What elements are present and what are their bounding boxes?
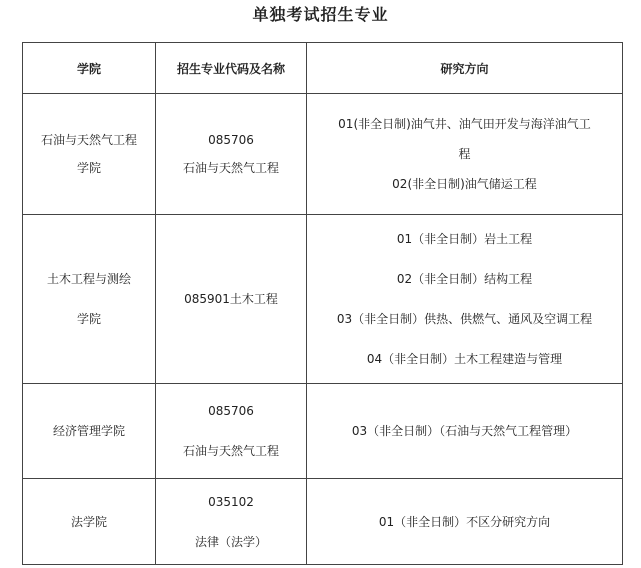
college-cell (23, 479, 156, 565)
direction-item: 02(非全日制)油气储运工程 (392, 177, 537, 191)
header-direction: 研究方向 (307, 43, 623, 94)
code-name-cell (156, 94, 307, 215)
college-cell (23, 215, 156, 384)
direction-cell (307, 384, 623, 479)
major-code: 085706 (208, 404, 254, 418)
direction-item: 02（非全日制）结构工程 (396, 272, 533, 286)
direction-cell (307, 479, 623, 565)
major-name: 法律（法学） (194, 534, 267, 549)
header-code-name: 招生专业代码及名称 (156, 43, 307, 94)
direction-item-continued: 程 (458, 147, 471, 161)
document-title: 单独考试招生专业 (252, 5, 389, 24)
major-name: 石油与天然气工程 (182, 161, 279, 175)
college-name-line: 石油与天然气工程 (40, 133, 137, 147)
direction-item: 04（非全日制）土木工程建造与管理 (366, 352, 563, 366)
direction-item: 03（非全日制）（石油与天然气工程管理） (351, 424, 578, 438)
table-header-row (23, 43, 623, 94)
college-cell (23, 384, 156, 479)
table-row (23, 94, 623, 215)
college-name-line: 学院 (76, 312, 101, 326)
direction-item: 01（非全日制）岩土工程 (396, 232, 533, 246)
direction-item: 01(非全日制)油气井、油气田开发与海洋油气工 (338, 117, 591, 131)
college-name-line: 学院 (76, 161, 101, 175)
header-college: 学院 (23, 43, 156, 94)
code-name-cell (156, 384, 307, 479)
college-name-line: 经济管理学院 (52, 424, 125, 438)
table-row (23, 215, 623, 384)
table-row (23, 479, 623, 565)
direction-cell (307, 94, 623, 215)
college-name-line: 土木工程与测绘 (46, 272, 131, 286)
major-code: 035102 (208, 494, 254, 509)
direction-item: 01（非全日制）不区分研究方向 (378, 514, 551, 529)
table-row (23, 384, 623, 479)
college-cell (23, 94, 156, 215)
code-name-cell (156, 479, 307, 565)
direction-item: 03（非全日制）供热、供燃气、通风及空调工程 (336, 312, 593, 326)
major-code-name: 085901土木工程 (184, 292, 278, 306)
direction-cell (307, 215, 623, 384)
college-name-line: 法学院 (70, 514, 107, 529)
code-name-cell (156, 215, 307, 384)
majors-table (22, 42, 623, 565)
major-code: 085706 (208, 133, 254, 147)
major-name: 石油与天然气工程 (182, 444, 279, 458)
